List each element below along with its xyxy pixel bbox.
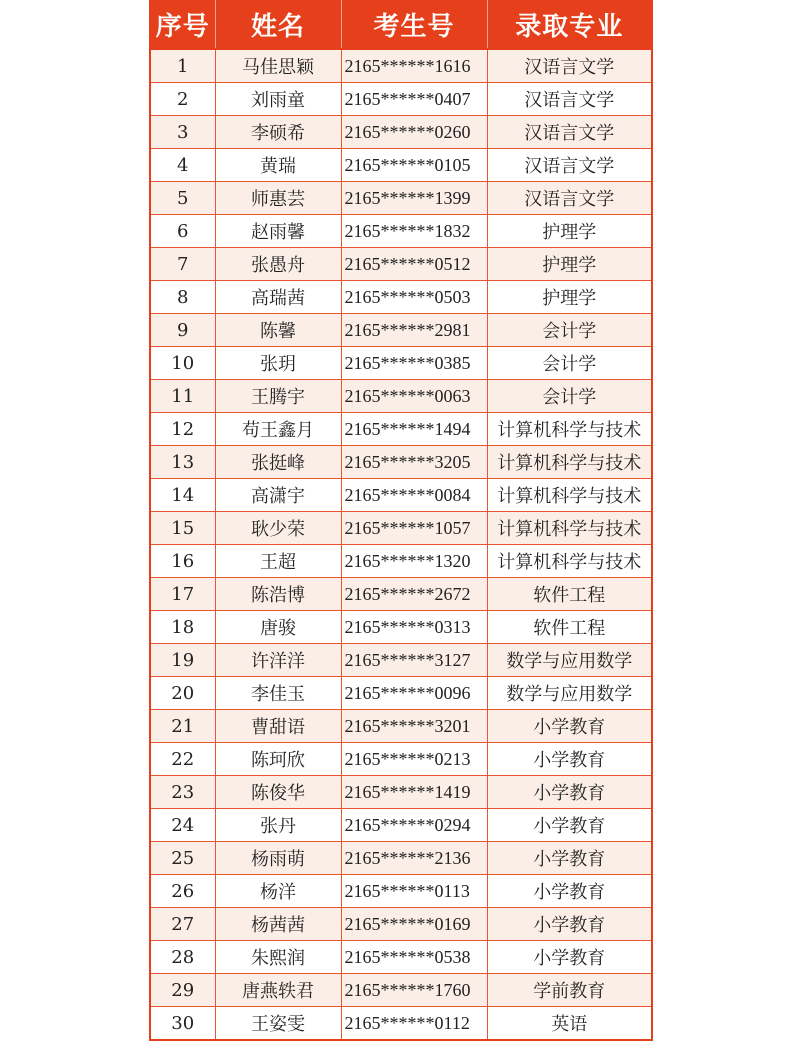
exam-number-cell: 2165******0503 (341, 281, 487, 314)
row-index-cell: 22 (150, 743, 215, 776)
row-index-cell: 18 (150, 611, 215, 644)
exam-number-cell: 2165******2672 (341, 578, 487, 611)
row-index-cell: 4 (150, 149, 215, 182)
exam-number-cell: 2165******0385 (341, 347, 487, 380)
major-cell: 学前教育 (487, 974, 652, 1007)
admission-list-sheet (149, 0, 651, 1041)
student-name-cell: 杨茜茜 (215, 908, 341, 941)
row-index-cell: 17 (150, 578, 215, 611)
exam-number-cell: 2165******0512 (341, 248, 487, 281)
major-cell: 会计学 (487, 380, 652, 413)
exam-number-cell: 2165******3127 (341, 644, 487, 677)
table-row (150, 149, 652, 182)
student-name-cell: 曹甜语 (215, 710, 341, 743)
row-index-cell: 9 (150, 314, 215, 347)
table-row (150, 1007, 652, 1041)
row-index-cell: 20 (150, 677, 215, 710)
table-row (150, 743, 652, 776)
exam-number-cell: 2165******0294 (341, 809, 487, 842)
exam-number-cell: 2165******0538 (341, 941, 487, 974)
row-index-cell: 1 (150, 49, 215, 83)
row-index-cell: 8 (150, 281, 215, 314)
row-index-cell: 21 (150, 710, 215, 743)
table-row (150, 644, 652, 677)
student-name-cell: 李佳玉 (215, 677, 341, 710)
row-index-cell: 23 (150, 776, 215, 809)
student-name-cell: 陈俊华 (215, 776, 341, 809)
row-index-cell: 30 (150, 1007, 215, 1041)
student-name-cell: 唐燕轶君 (215, 974, 341, 1007)
row-index-cell: 2 (150, 83, 215, 116)
student-name-cell: 马佳思颖 (215, 49, 341, 83)
table-row (150, 974, 652, 1007)
student-name-cell: 杨洋 (215, 875, 341, 908)
row-index-cell: 12 (150, 413, 215, 446)
major-cell: 汉语言文学 (487, 116, 652, 149)
student-name-cell: 唐骏 (215, 611, 341, 644)
row-index-cell: 16 (150, 545, 215, 578)
exam-number-cell: 2165******1419 (341, 776, 487, 809)
major-cell: 小学教育 (487, 908, 652, 941)
student-name-cell: 朱熙润 (215, 941, 341, 974)
table-row (150, 875, 652, 908)
row-index-cell: 7 (150, 248, 215, 281)
exam-number-cell: 2165******1399 (341, 182, 487, 215)
row-index-cell: 29 (150, 974, 215, 1007)
table-row (150, 248, 652, 281)
student-name-cell: 耿少荣 (215, 512, 341, 545)
student-name-cell: 王姿雯 (215, 1007, 341, 1041)
major-cell: 汉语言文学 (487, 49, 652, 83)
major-cell: 数学与应用数学 (487, 677, 652, 710)
major-cell: 会计学 (487, 347, 652, 380)
header-exam-number: 考生号 (341, 0, 487, 49)
row-index-cell: 3 (150, 116, 215, 149)
table-row (150, 611, 652, 644)
exam-number-cell: 2165******0113 (341, 875, 487, 908)
row-index-cell: 13 (150, 446, 215, 479)
table-row (150, 281, 652, 314)
exam-number-cell: 2165******1320 (341, 545, 487, 578)
table-row (150, 380, 652, 413)
table-row (150, 941, 652, 974)
student-name-cell: 杨雨萌 (215, 842, 341, 875)
student-name-cell: 张丹 (215, 809, 341, 842)
row-index-cell: 26 (150, 875, 215, 908)
row-index-cell: 6 (150, 215, 215, 248)
student-name-cell: 师惠芸 (215, 182, 341, 215)
exam-number-cell: 2165******0063 (341, 380, 487, 413)
major-cell: 计算机科学与技术 (487, 413, 652, 446)
major-cell: 汉语言文学 (487, 182, 652, 215)
exam-number-cell: 2165******1057 (341, 512, 487, 545)
table-row (150, 49, 652, 83)
exam-number-cell: 2165******2136 (341, 842, 487, 875)
student-name-cell: 陈馨 (215, 314, 341, 347)
exam-number-cell: 2165******0407 (341, 83, 487, 116)
exam-number-cell: 2165******0096 (341, 677, 487, 710)
student-name-cell: 张玥 (215, 347, 341, 380)
major-cell: 英语 (487, 1007, 652, 1041)
student-name-cell: 黄瑞 (215, 149, 341, 182)
major-cell: 小学教育 (487, 875, 652, 908)
table-row (150, 809, 652, 842)
student-name-cell: 张愚舟 (215, 248, 341, 281)
student-name-cell: 王腾宇 (215, 380, 341, 413)
table-row (150, 446, 652, 479)
table-row (150, 578, 652, 611)
major-cell: 小学教育 (487, 776, 652, 809)
row-index-cell: 25 (150, 842, 215, 875)
table-row (150, 710, 652, 743)
student-name-cell: 赵雨馨 (215, 215, 341, 248)
header-index: 序号 (150, 0, 215, 49)
major-cell: 汉语言文学 (487, 149, 652, 182)
table-body (150, 49, 652, 1040)
student-name-cell: 高潇宇 (215, 479, 341, 512)
table-row (150, 116, 652, 149)
student-name-cell: 王超 (215, 545, 341, 578)
exam-number-cell: 2165******3201 (341, 710, 487, 743)
major-cell: 小学教育 (487, 842, 652, 875)
exam-number-cell: 2165******0112 (341, 1007, 487, 1041)
major-cell: 小学教育 (487, 743, 652, 776)
major-cell: 软件工程 (487, 611, 652, 644)
major-cell: 小学教育 (487, 809, 652, 842)
exam-number-cell: 2165******0169 (341, 908, 487, 941)
major-cell: 护理学 (487, 248, 652, 281)
header-major: 录取专业 (487, 0, 652, 49)
major-cell: 护理学 (487, 215, 652, 248)
student-name-cell: 陈珂欣 (215, 743, 341, 776)
table-header-row (150, 0, 652, 49)
row-index-cell: 28 (150, 941, 215, 974)
row-index-cell: 19 (150, 644, 215, 677)
major-cell: 会计学 (487, 314, 652, 347)
table-row (150, 908, 652, 941)
row-index-cell: 5 (150, 182, 215, 215)
table-row (150, 512, 652, 545)
exam-number-cell: 2165******1760 (341, 974, 487, 1007)
major-cell: 小学教育 (487, 710, 652, 743)
table-row (150, 413, 652, 446)
major-cell: 数学与应用数学 (487, 644, 652, 677)
admission-table (149, 0, 653, 1041)
table-row (150, 182, 652, 215)
exam-number-cell: 2165******0260 (341, 116, 487, 149)
exam-number-cell: 2165******3205 (341, 446, 487, 479)
exam-number-cell: 2165******0084 (341, 479, 487, 512)
major-cell: 计算机科学与技术 (487, 512, 652, 545)
row-index-cell: 24 (150, 809, 215, 842)
table-row (150, 347, 652, 380)
student-name-cell: 许洋洋 (215, 644, 341, 677)
table-row (150, 776, 652, 809)
table-row (150, 842, 652, 875)
table-row (150, 677, 652, 710)
row-index-cell: 14 (150, 479, 215, 512)
exam-number-cell: 2165******1494 (341, 413, 487, 446)
major-cell: 计算机科学与技术 (487, 545, 652, 578)
student-name-cell: 高瑞茜 (215, 281, 341, 314)
table-row (150, 314, 652, 347)
major-cell: 护理学 (487, 281, 652, 314)
row-index-cell: 27 (150, 908, 215, 941)
header-name: 姓名 (215, 0, 341, 49)
major-cell: 计算机科学与技术 (487, 446, 652, 479)
exam-number-cell: 2165******0105 (341, 149, 487, 182)
exam-number-cell: 2165******2981 (341, 314, 487, 347)
student-name-cell: 陈浩博 (215, 578, 341, 611)
student-name-cell: 张挺峰 (215, 446, 341, 479)
student-name-cell: 李硕希 (215, 116, 341, 149)
exam-number-cell: 2165******1832 (341, 215, 487, 248)
table-row (150, 83, 652, 116)
row-index-cell: 11 (150, 380, 215, 413)
row-index-cell: 10 (150, 347, 215, 380)
student-name-cell: 苟王鑫月 (215, 413, 341, 446)
student-name-cell: 刘雨童 (215, 83, 341, 116)
table-row (150, 215, 652, 248)
table-row (150, 479, 652, 512)
exam-number-cell: 2165******0313 (341, 611, 487, 644)
major-cell: 计算机科学与技术 (487, 479, 652, 512)
row-index-cell: 15 (150, 512, 215, 545)
exam-number-cell: 2165******1616 (341, 49, 487, 83)
major-cell: 软件工程 (487, 578, 652, 611)
exam-number-cell: 2165******0213 (341, 743, 487, 776)
major-cell: 汉语言文学 (487, 83, 652, 116)
major-cell: 小学教育 (487, 941, 652, 974)
table-row (150, 545, 652, 578)
